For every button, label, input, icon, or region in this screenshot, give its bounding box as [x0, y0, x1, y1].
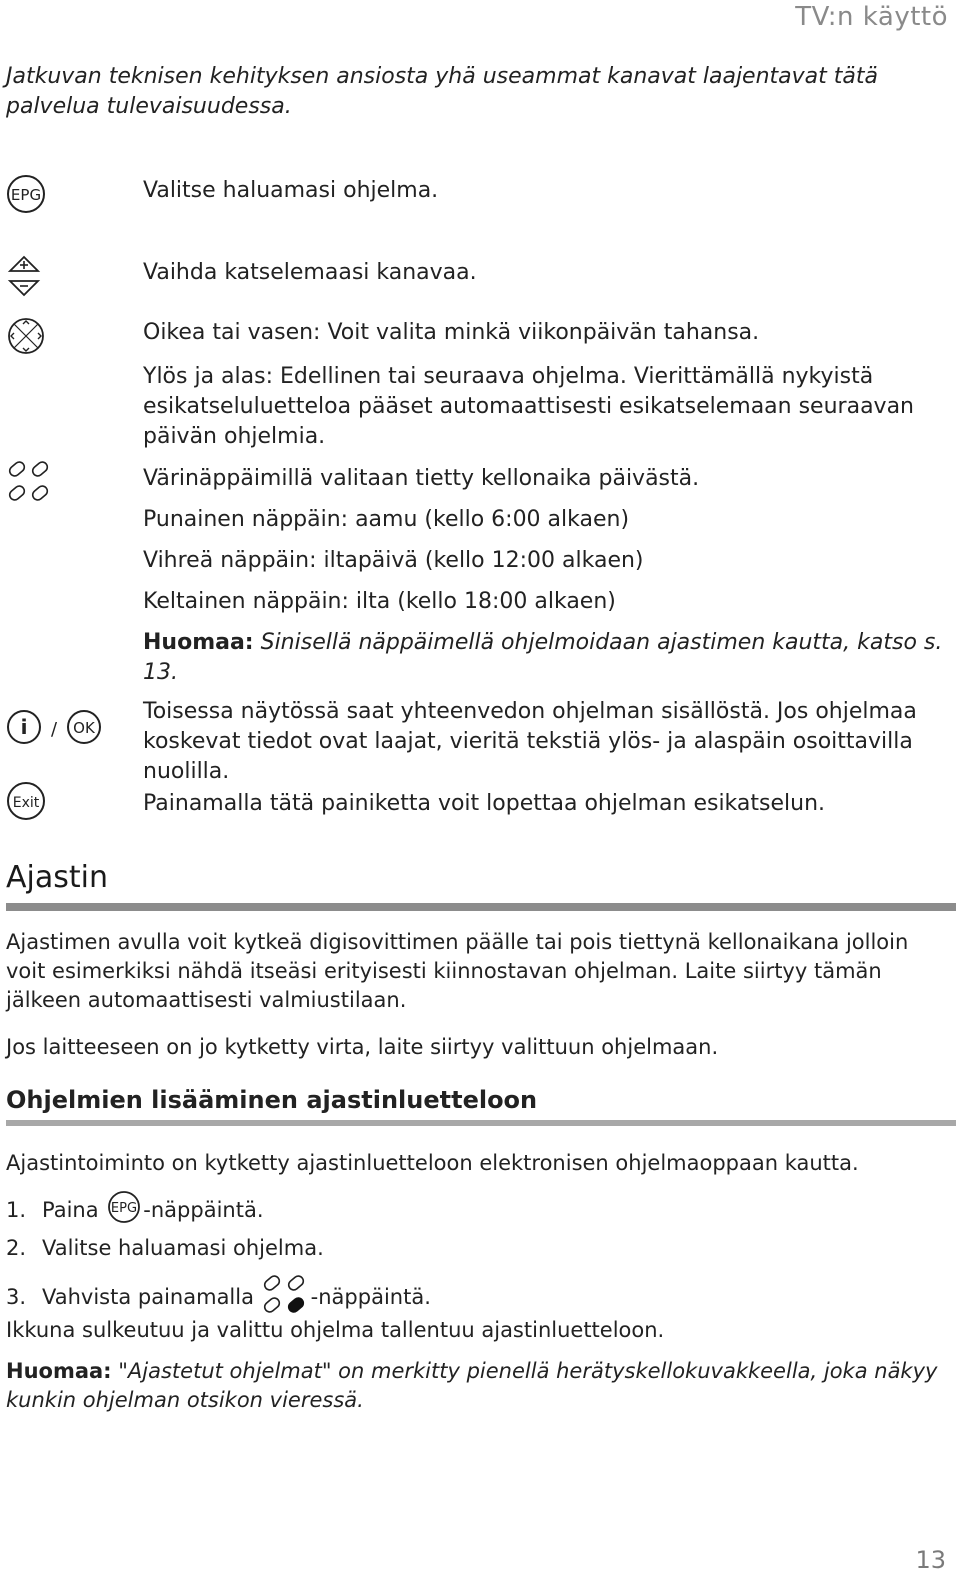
step-text: Paina — [42, 1198, 99, 1222]
svg-text:EPG: EPG — [10, 186, 42, 204]
ohjelmien-intro: Ajastintoiminto on kytketty ajastinluetteloon elektronisen ohjelmaoppaan kautta. — [6, 1151, 859, 1175]
exit-description: Painamalla tätä painiketta voit lopettaa ohjelman esikatselun. — [143, 791, 826, 816]
epg-description: Valitse haluamasi ohjelma. — [143, 178, 439, 203]
step-number: 2. — [6, 1236, 27, 1260]
nav-up-down-description: Ylös ja alas: Edellinen tai seuraava ohjelma. Vierittämällä nykyistä esikatseluluetteloa pääset automaattisesti esikatselemaan seuraavan päivän ohjelmia. — [143, 364, 914, 449]
svg-text:OK: OK — [73, 719, 95, 737]
channel-description: Vaihda katselemaasi kanavaa. — [143, 260, 477, 285]
color-keys-intro: Värinäppäimillä valitaan tietty kellonaika päivästä. — [143, 466, 700, 491]
svg-text:i: i — [20, 715, 28, 739]
svg-text:/: / — [50, 719, 58, 740]
blue-key-note — [143, 628, 951, 688]
step-text-suffix: -näppäintä. — [310, 1285, 431, 1309]
step-number: 3. — [6, 1285, 27, 1309]
ajastin-paragraph-2: Jos laitteeseen on jo kytketty virta, laite siirtyy valittuun ohjelmaan. — [6, 1035, 719, 1059]
ohjelmien-closing: Ikkuna sulkeutuu ja valittu ohjelma tallentuu ajastinluetteloon. — [6, 1318, 665, 1342]
channel-up-down-icon — [6, 253, 42, 303]
note-text: "Ajastetut ohjelmat" on merkitty pienellä herätyskellokuvakkeella, joka näkyy kunkin ohjelman otsikon vieressä. — [6, 1359, 938, 1412]
page-header-title: TV:n käyttö — [795, 2, 948, 32]
exit-button-icon — [6, 781, 46, 825]
step-text-suffix: -näppäintä. — [143, 1198, 264, 1222]
red-key-description: Punainen näppäin: aamu (kello 6:00 alkaen) — [143, 507, 630, 532]
color-keys-icon — [6, 458, 54, 510]
ajastin-paragraph-1: Ajastimen avulla voit kytkeä digisovittimen päälle tai pois tiettynä kellonaikana jolloin voit esimerkiksi nähdä itseäsi erityisesti kiinnostavan ohjelman. Laite siirtyy tämän jälkeen automaattisesti valmiustilaan. — [6, 930, 909, 1012]
step-number: 1. — [6, 1198, 27, 1222]
note-label: Huomaa: — [6, 1359, 112, 1383]
step-2 — [6, 1234, 951, 1263]
subsection-title-ohjelmien: Ohjelmien lisääminen ajastinluetteloon — [6, 1086, 538, 1114]
page-number: 13 — [915, 1546, 946, 1574]
epg-button-icon — [105, 1191, 143, 1231]
step-text: Valitse haluamasi ohjelma. — [42, 1236, 324, 1260]
svg-text:Exit: Exit — [12, 795, 40, 811]
info-description: Toisessa näytössä saat yhteenvedon ohjelman sisällöstä. Jos ohjelmaa koskevat tiedot ovat laajat, vieritä tekstiä ylös- ja alaspäin osoittavilla nuolilla. — [143, 699, 917, 784]
epg-button-icon — [6, 174, 46, 218]
section-divider — [6, 903, 956, 911]
nav-left-right-description: Oikea tai vasen: Voit valita minkä viikonpäivän tahansa. — [143, 320, 760, 345]
navigation-pad-icon — [6, 316, 46, 360]
step-text: Vahvista painamalla — [42, 1285, 254, 1309]
subsection-divider — [6, 1120, 956, 1126]
green-key-description: Vihreä näppäin: iltapäivä (kello 12:00 alkaen) — [143, 548, 644, 573]
intro-text: Jatkuvan teknisen kehityksen ansiosta yhä useammat kanavat laajentavat tätä palvelua tulevaisuudessa. — [6, 64, 878, 119]
section-title-ajastin: Ajastin — [6, 860, 108, 895]
yellow-key-description: Keltainen näppäin: ilta (kello 18:00 alkaen) — [143, 589, 616, 614]
step-1 — [6, 1191, 951, 1231]
note-label: Huomaa: — [143, 630, 254, 655]
svg-text:EPG: EPG — [111, 1201, 138, 1216]
ohjelmien-note — [6, 1357, 951, 1415]
note-text: Sinisellä näppäimellä ohjelmoidaan ajastimen kautta, katso s. 13. — [143, 630, 943, 685]
info-ok-icons — [6, 707, 106, 751]
